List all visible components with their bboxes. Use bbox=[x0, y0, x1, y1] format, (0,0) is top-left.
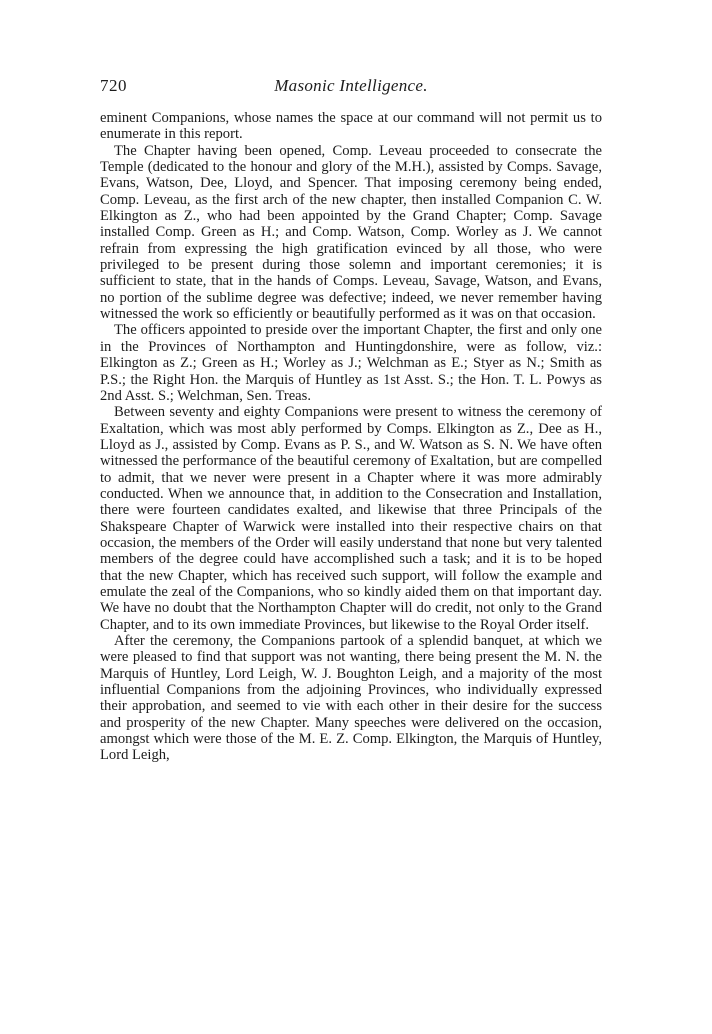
paragraph-consecration: The Chapter having been opened, Comp. Leveau proceeded to consecrate the Temple (dedicated to the honour and glory of the M.H.), assisted by Comps. Savage, Evans, Watson, Dee, Lloyd, and Spencer. That imposing ceremony being ended, Comp. Leveau, as the first arch of the new chapter, then installed Companion C. W. Elkington as Z., who had been appointed by the Grand Chapter; Comp. Savage installed Comp. Green as H.; and Comp. Watson, Comp. Worley as J. We cannot refrain from expressing the high gratification evinced by all those, who were privileged to be present during those solemn and important ceremonies; it is sufficient to state, that in the hands of Comps. Leveau, Savage, Watson, and Evans, no portion of the sublime degree was defective; indeed, we never remember having witnessed the work so efficiently or beautifully performed as it was on that occasion. bbox=[100, 142, 602, 323]
article-body bbox=[100, 110, 602, 764]
paragraph-exaltation: Between seventy and eighty Companions were present to witness the ceremony of Exaltation, which was most ably performed by Comps. Elkington as Z., Dee as H., Lloyd as J., assisted by Comp. Evans as P. S., and W. Watson as S. N. We have often witnessed the performance of the beautiful ceremony of Exaltation, but are compelled to admit, that we never were present in a Chapter where it was more admirably conducted. When we announce that, in addition to the Consecration and Installation, there were fourteen candidates exalted, and likewise that three Principals of the Shakspeare Chapter of Warwick were installed into their respective chairs on that occasion, the members of the Order will easily understand that none but very talented members of the degree could have accomplished such a task; and it is to be hoped that the new Chapter, which has received such support, will follow the example and emulate the zeal of the Companions, who so kindly aided them on that important day. We have no doubt that the Northampton Chapter will do credit, not only to the Grand Chapter, and to its own immediate Provinces, but likewise to the Royal Order itself. bbox=[100, 404, 602, 633]
paragraph-officers: The officers appointed to preside over the important Chapter, the first and only one in the Provinces of Northampton and Huntingdonshire, were as follow, viz.: Elkington as Z.; Green as H.; Worley as J.; Welchman as E.; Styer as N.; Smith as P.S.; the Right Hon. the Marquis of Huntley as 1st Asst. S.; the Hon. T. L. Powys as 2nd Asst. S.; Welchman, Sen. Treas. bbox=[100, 322, 602, 404]
paragraph-continuation: eminent Companions, whose names the space at our command will not permit us to enumerate in this report. bbox=[100, 110, 602, 143]
book-page bbox=[100, 76, 602, 764]
page-number: 720 bbox=[100, 76, 127, 95]
page-header bbox=[100, 76, 602, 102]
running-title: Masonic Intelligence. bbox=[274, 76, 428, 95]
paragraph-banquet: After the ceremony, the Companions partook of a splendid banquet, at which we were pleased to find that support was not wanting, there being present the M. N. the Marquis of Huntley, Lord Leigh, W. J. Boughton Leigh, and a majority of the most influential Companions from the adjoining Provinces, who individually expressed their approbation, and seemed to vie with each other in their desire for the success and prosperity of the new Chapter. Many speeches were delivered on the occasion, amongst which were those of the M. E. Z. Comp. Elkington, the Marquis of Huntley, Lord Leigh, bbox=[100, 633, 602, 764]
